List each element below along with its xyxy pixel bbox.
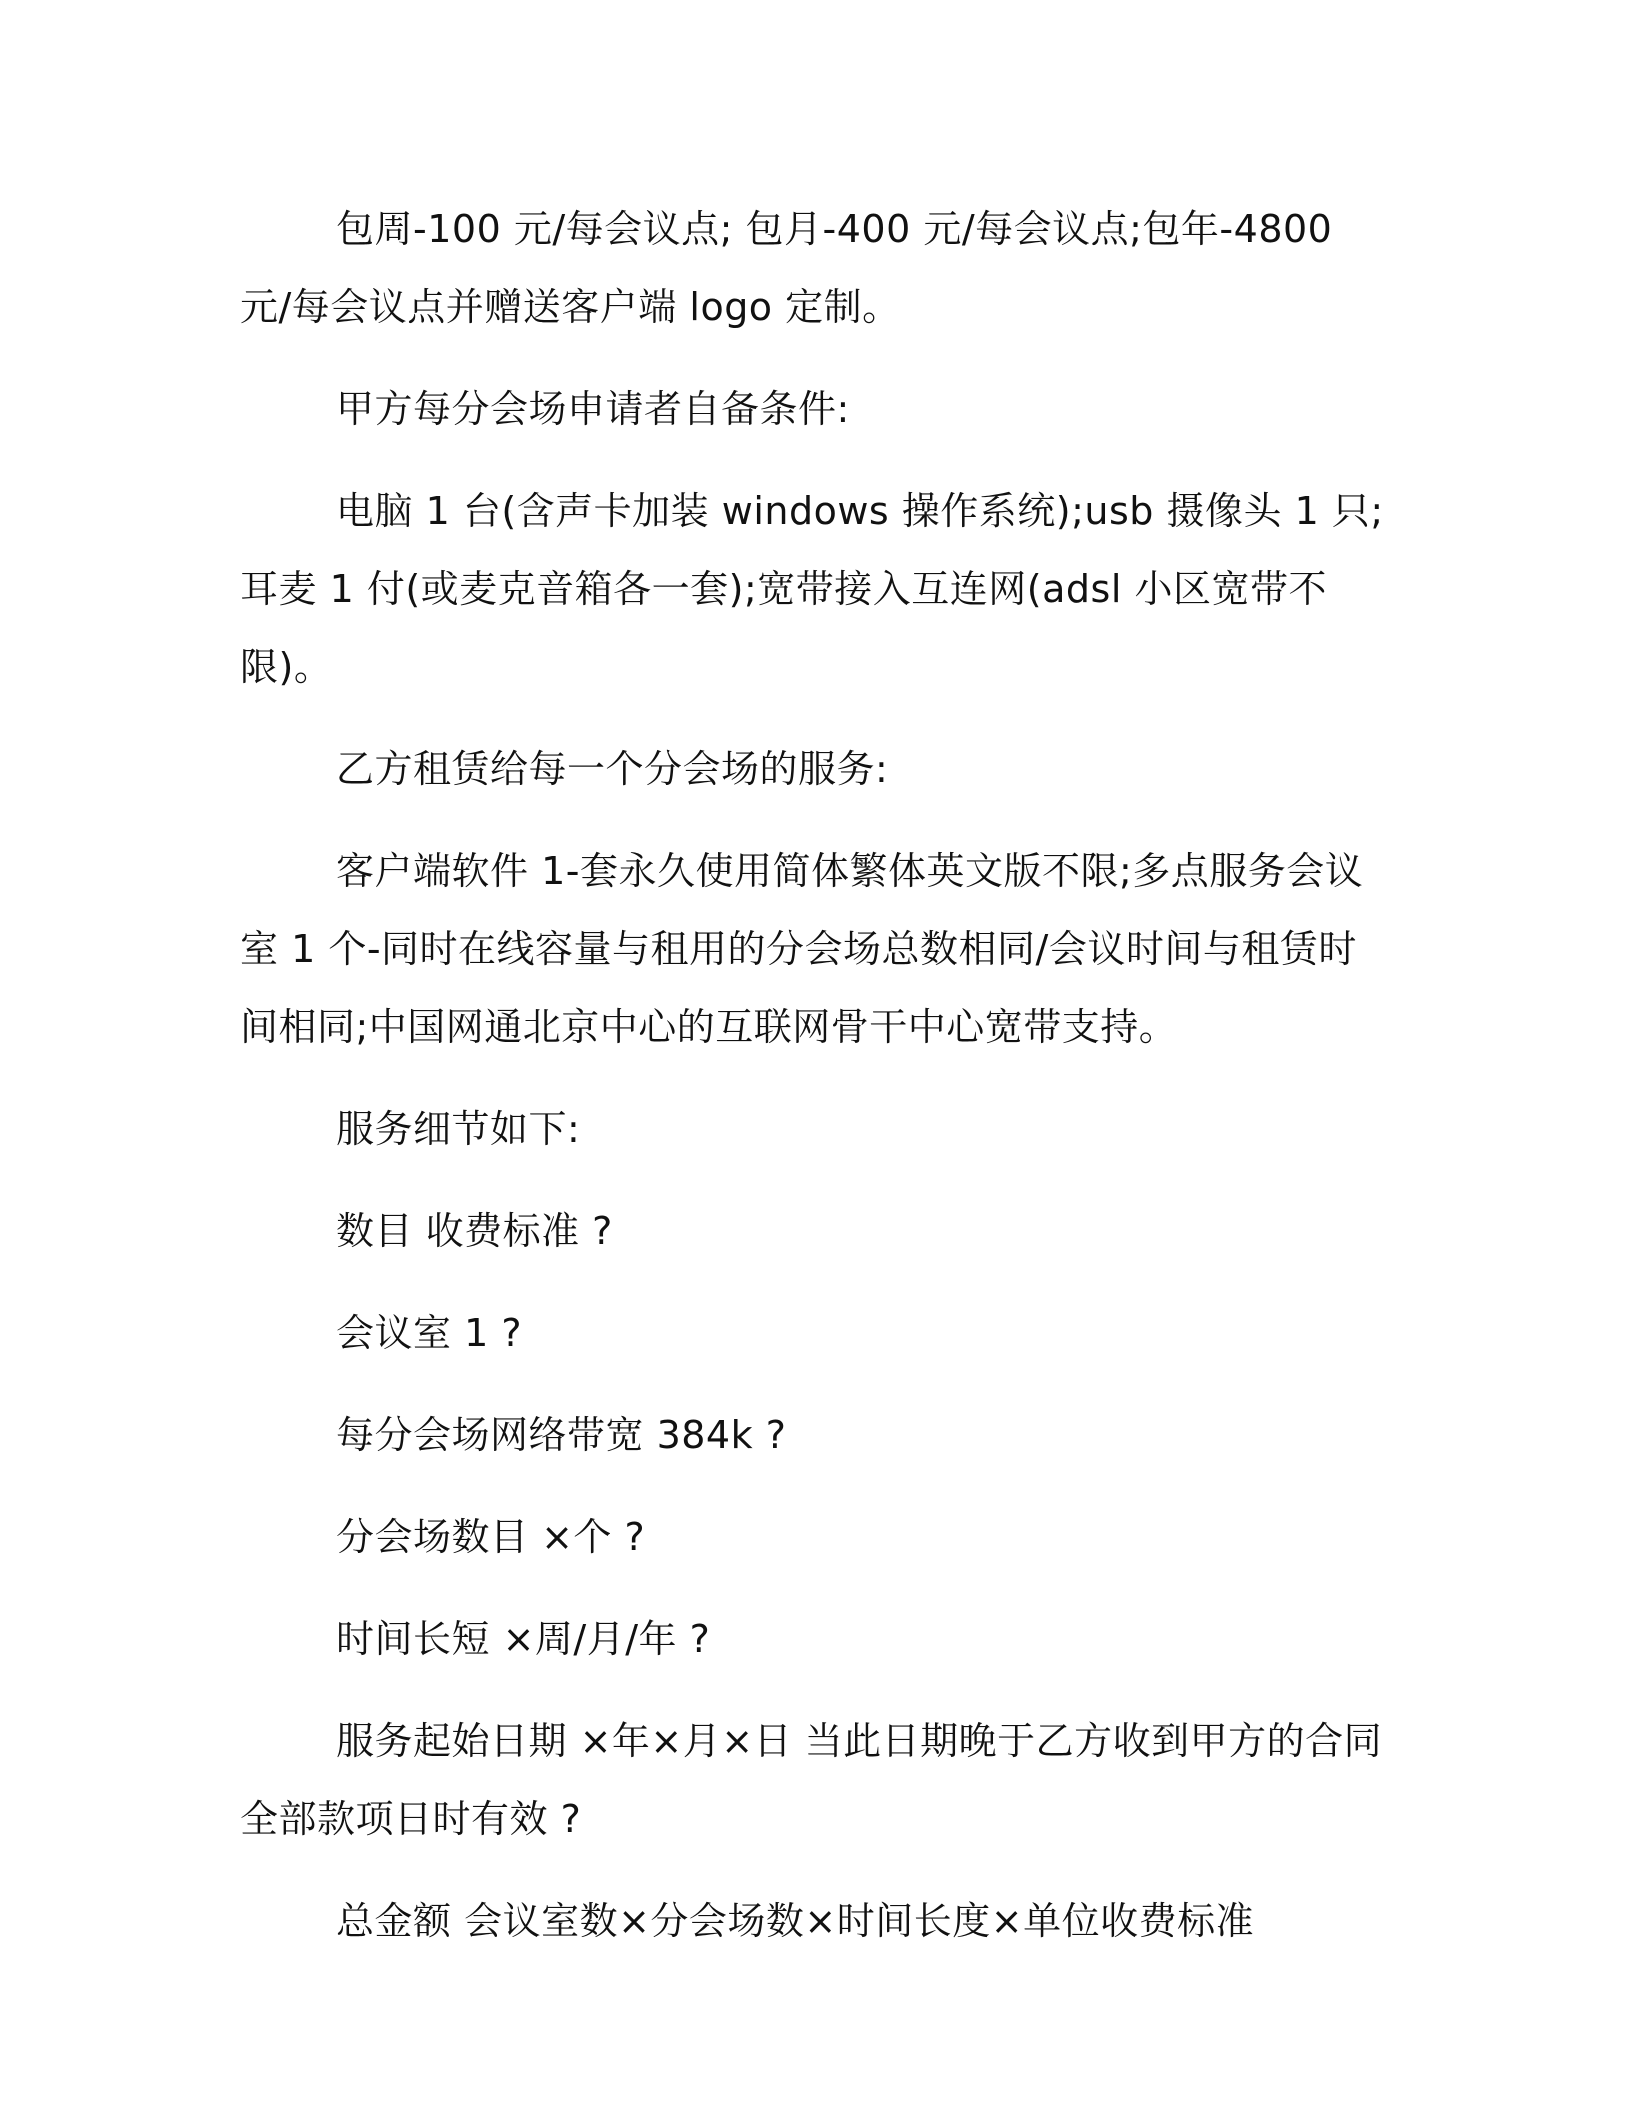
- detail-line-meeting-room: 会议室 1 ?: [336, 1311, 523, 1355]
- service-details-heading: 服务细节如下:: [336, 1107, 581, 1151]
- pricing-paragraph: 包周-100 元/每会议点; 包月-400 元/每会议点;包年-4800 元/每会议点并赠送客户端 logo 定制。: [240, 207, 1333, 329]
- detail-line-bandwidth: 每分会场网络带宽 384k ?: [336, 1413, 787, 1457]
- document-body: [240, 190, 1390, 1960]
- detail-line-branch-count: 分会场数目 ×个 ?: [336, 1515, 646, 1559]
- party-b-services-heading: 乙方租赁给每一个分会场的服务:: [336, 747, 889, 791]
- detail-line-start-date: 服务起始日期 ×年×月×日 当此日期晚于乙方收到甲方的合同全部款项日时有效 ?: [240, 1719, 1383, 1841]
- party-a-requirements-heading: 甲方每分会场申请者自备条件:: [336, 387, 850, 431]
- party-a-equipment-paragraph: 电脑 1 台(含声卡加装 windows 操作系统);usb 摄像头 1 只;耳麦 1 付(或麦克音箱各一套);宽带接入互连网(adsl 小区宽带不限)。: [240, 489, 1384, 689]
- detail-line-quantity-fee: 数目 收费标准 ?: [336, 1209, 613, 1253]
- detail-line-total-amount: 总金额 会议室数×分会场数×时间长度×单位收费标准: [336, 1899, 1255, 1943]
- detail-line-duration: 时间长短 ×周/月/年 ?: [336, 1617, 711, 1661]
- party-b-services-paragraph: 客户端软件 1-套永久使用简体繁体英文版不限;多点服务会议室 1 个-同时在线容量与租用的分会场总数相同/会议时间与租赁时间相同;中国网通北京中心的互联网骨干中心宽带支持。: [240, 849, 1364, 1049]
